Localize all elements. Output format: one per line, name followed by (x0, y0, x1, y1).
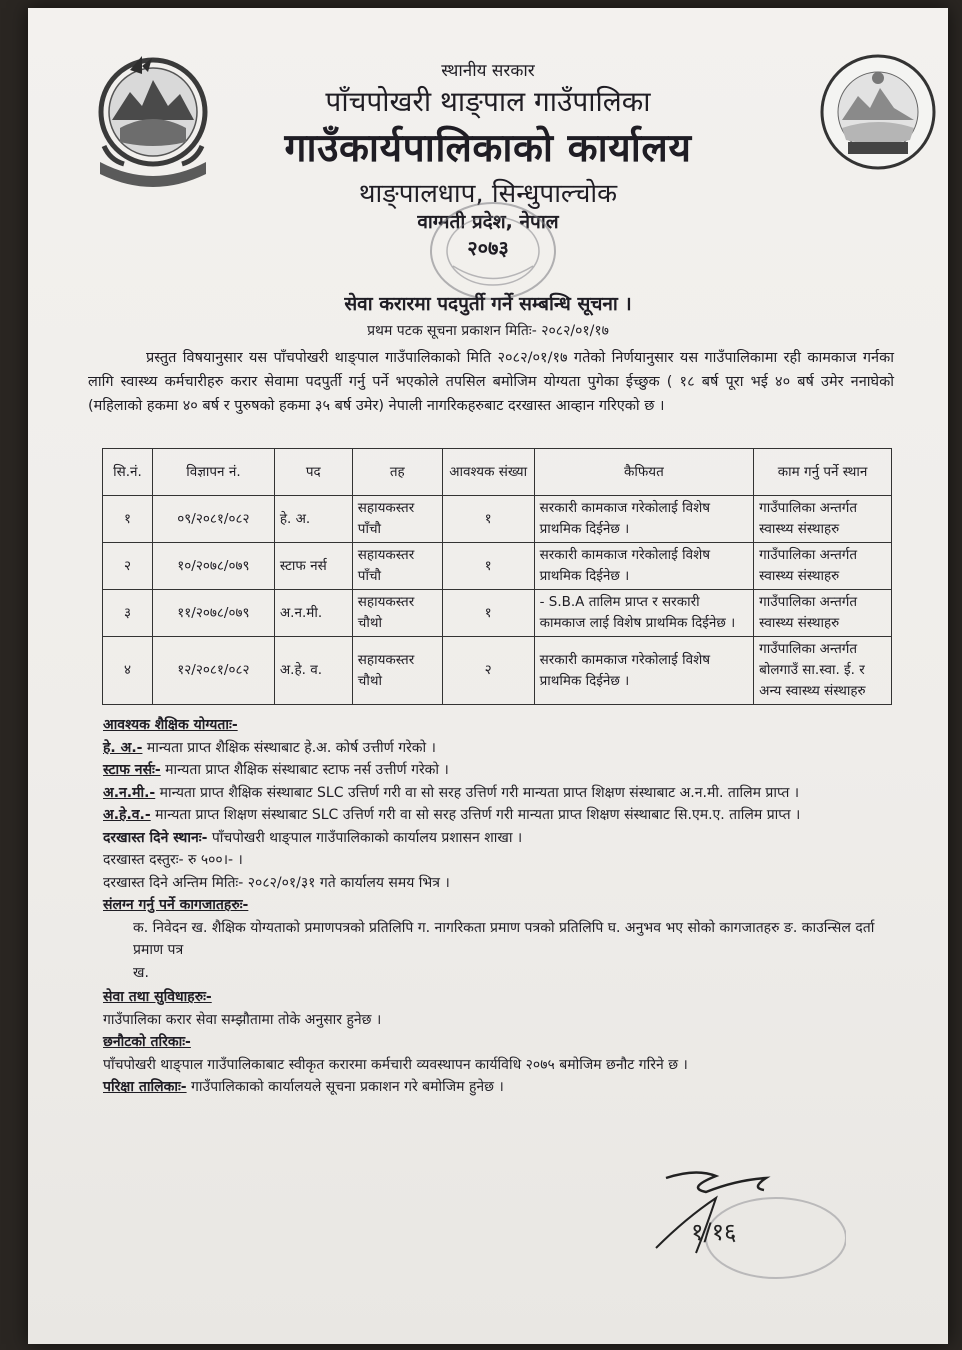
table-row (103, 543, 892, 590)
cell-adv-no: ०९/२०८१/०८२ (152, 496, 274, 543)
cell-remarks: - S.B.A तालिम प्राप्त र सरकारी कामकाज लाई विशेष प्राथमिक दिईनेछ । (534, 590, 754, 637)
qualification-ahw (103, 804, 903, 827)
cell-sn: २ (103, 543, 153, 590)
facilities-heading: सेवा तथा सुविधाहरुः- (103, 989, 212, 1005)
nurse-text: मान्यता प्राप्त शैक्षिक संस्थाबाट स्टाफ नर्स उत्तीर्ण गरेको । (160, 762, 449, 778)
cell-post: अ.न.मी. (274, 590, 352, 637)
nurse-label: स्टाफ नर्सः- (103, 762, 161, 778)
docs-list-extra: ख. (133, 964, 149, 981)
table-row (103, 590, 892, 637)
anm-label: अ.न.मी.- (103, 784, 156, 801)
selection-text: पाँचपोखरी थाङ्पाल गाउँपालिकाबाट स्वीकृत करारमा कर्मचारी व्यवस्थापन कार्यविधि २०७५ बमोजिम छनौट गरिने छ । (103, 1056, 688, 1073)
place-label: दरखास्त दिने स्थानः- (103, 829, 208, 846)
qualification-nurse (103, 759, 903, 782)
ahw-label: अ.हे.व.- (103, 807, 151, 823)
municipality-name: पाँचपोखरी थाङ्पाल गाउँपालिका (325, 85, 651, 118)
cell-remarks: सरकारी कामकाज गरेकोलाई विशेष प्राथमिक दिईनेछ । (534, 637, 754, 705)
cell-level: सहायकस्तर पाँचौ (352, 496, 442, 543)
application-fee: दरखास्त दस्तुरः- रु ५००।- । (103, 852, 243, 868)
docs-heading: संलग्न गर्नु पर्ने कागजातहरुः- (103, 897, 249, 913)
cell-level: सहायकस्तर पाँचौ (352, 543, 442, 590)
cell-count: १ (442, 543, 534, 590)
signature-icon (646, 1158, 846, 1288)
col-header-adv-no: विज्ञापन नं. (152, 449, 274, 496)
col-header-level: तह (352, 449, 442, 496)
cell-count: १ (442, 590, 534, 637)
exam-label: परिक्षा तालिकाः- (103, 1079, 187, 1095)
qualifications-heading: आवश्यक शैक्षिक योग्यताः- (103, 717, 238, 733)
cell-post: अ.हे. व. (274, 637, 352, 705)
cell-count: १ (442, 496, 534, 543)
cell-place: गाउँपालिका अन्तर्गत बोलगाउँ सा.स्वा. ई. र अन्य स्वास्थ्य संस्थाहरु (754, 637, 892, 705)
cell-sn: ३ (103, 590, 153, 637)
col-header-post: पद (274, 449, 352, 496)
cell-adv-no: १२/२०८१/०८२ (152, 637, 274, 705)
selection-heading: छनौटको तरिकाः- (103, 1034, 191, 1050)
province-line: वाग्मती प्रदेश, नेपाल (417, 211, 559, 233)
cell-level: सहायकस्तर चौथो (352, 590, 442, 637)
cell-post: स्टाफ नर्स (274, 543, 352, 590)
ha-label: हे. अ.- (103, 739, 143, 756)
gov-level-title: स्थानीय सरकार (441, 61, 535, 81)
table-row (103, 496, 892, 543)
publish-date: प्रथम पटक सूचना प्रकाशन मितिः- २०८२/०१/१७ (367, 323, 609, 339)
office-title: गाउँकार्यपालिकाको कार्यालय (284, 126, 692, 171)
cell-post: हे. अ. (274, 496, 352, 543)
notice-body (103, 714, 903, 1099)
office-address: थाङ्पालधाप, सिन्धुपाल्चोक (358, 179, 618, 209)
docs-list: क. निवेदन ख. शैक्षिक योग्यताको प्रमाणपत्रको प्रतिलिपि ग. नागरिकता प्रमाण पत्रको प्रतिलिपि घ. अनुभव भए सोको कागजातहरु ङ. काउन्सिल दर्ता प्रमाण पत्र (133, 919, 875, 958)
established-year: २०७३ (467, 236, 509, 260)
cell-count: २ (442, 637, 534, 705)
signature-date: १/१६ (691, 1218, 737, 1246)
table-header-row (103, 449, 892, 496)
cell-place: गाउँपालिका अन्तर्गत स्वास्थ्य संस्थाहरु (754, 543, 892, 590)
cell-remarks: सरकारी कामकाज गरेकोलाई विशेष प्राथमिक दिईनेछ । (534, 496, 754, 543)
qualification-ha (103, 737, 903, 760)
vacancy-table (102, 448, 892, 705)
intro-paragraph: प्रस्तुत विषयानुसार यस पाँचपोखरी थाङ्पाल गाउँपालिकाको मिति २०८२/०१/१७ गतेको निर्णयानुसार यस गाउँपालिकामा रही कामकाज गर्नका लागि स्वास्थ्य कर्मचारीहरु करार सेवामा पदपुर्ती गर्नु पर्ने भएकोले तपसिल बमोजिम योग्यता पुगेका ईच्छुक ( १८ बर्ष पूरा भई ४० बर्ष उमेर ननाघेको (महिलाको हकमा ४० बर्ष र पुरुषको हकमा ३५ बर्ष उमेर) नेपाली नागरिकहरुबाट दरखास्त आव्हान गरिएको छ । (88, 350, 894, 414)
cell-place: गाउँपालिका अन्तर्गत स्वास्थ्य संस्थाहरु (754, 590, 892, 637)
notice-subject: सेवा करारमा पदपुर्ती गर्ने सम्बन्धि सूचना । (344, 293, 632, 315)
table-row (103, 637, 892, 705)
qualification-anm (103, 782, 903, 805)
ha-text: मान्यता प्राप्त शैक्षिक संस्थाबाट हे.अ. कोर्ष उत्तीर्ण गरेको । (142, 739, 436, 756)
cell-adv-no: ११/२०७८/०७९ (152, 590, 274, 637)
ahw-text: मान्यता प्राप्त शिक्षण संस्थाबाट SLC उत्तिर्ण गरी वा सो सरह उत्तिर्ण गरी मान्यता प्राप्त शिक्षण संस्थाबाट सि.एम.ए. तालिम प्राप्त । (150, 807, 801, 823)
cell-sn: ४ (103, 637, 153, 705)
application-place (103, 827, 903, 850)
place-text: पाँचपोखरी थाङ्पाल गाउँपालिकाको कार्यालय प्रशासन शाखा । (207, 829, 523, 846)
facilities-text: गाउँपालिका करार सेवा सम्झौतामा तोके अनुसार हुनेछ । (103, 1011, 382, 1028)
notice-page (28, 8, 948, 1344)
col-header-count: आवश्यक संख्या (442, 449, 534, 496)
cell-adv-no: १०/२०७८/०७९ (152, 543, 274, 590)
cell-remarks: सरकारी कामकाज गरेकोलाई विशेष प्राथमिक दिईनेछ । (534, 543, 754, 590)
col-header-remarks: कैफियत (534, 449, 754, 496)
col-header-place: काम गर्नु पर्ने स्थान (754, 449, 892, 496)
exam-schedule (103, 1076, 903, 1099)
exam-text: गाउँपालिकाको कार्यालयले सूचना प्रकाशन गरे बमोजिम हुनेछ । (186, 1079, 504, 1095)
application-deadline: दरखास्त दिने अन्तिम मितिः- २०८२/०१/३१ गते कार्यालय समय भित्र । (103, 874, 450, 891)
anm-text: मान्यता प्राप्त शैक्षिक संस्थाबाट SLC उत्तिर्ण गरी वा सो सरह उत्तिर्ण गरी मान्यता प्राप्त शिक्षण संस्थाबाट अ.न.मी. तालिम प्राप्त । (155, 784, 800, 801)
col-header-sn: सि.नं. (103, 449, 153, 496)
cell-level: सहायकस्तर चौथो (352, 637, 442, 705)
cell-place: गाउँपालिका अन्तर्गत स्वास्थ्य संस्थाहरु (754, 496, 892, 543)
cell-sn: १ (103, 496, 153, 543)
